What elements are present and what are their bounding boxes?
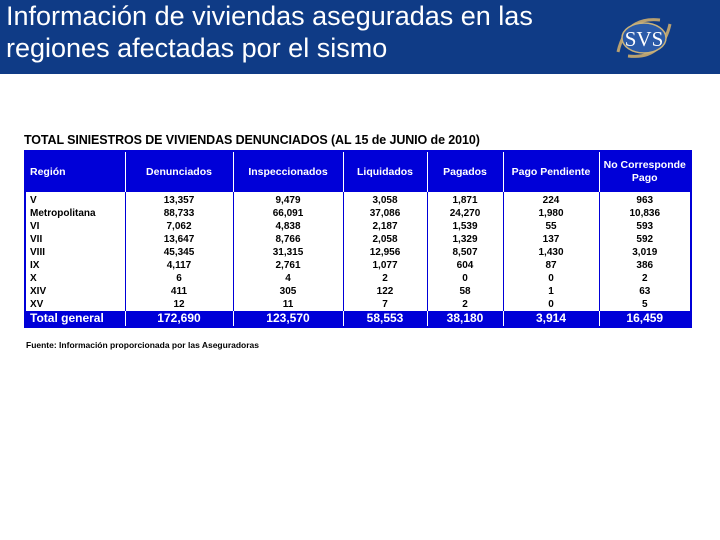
title-line-2: regiones afectadas por el sismo: [6, 33, 388, 63]
value-cell: 3,019: [599, 246, 691, 259]
value-cell: 9,479: [233, 192, 343, 207]
table-row: [25, 220, 691, 233]
value-cell: 1,539: [427, 220, 503, 233]
table-row: [25, 298, 691, 311]
value-cell: 45,345: [125, 246, 233, 259]
column-header: Pagados: [427, 151, 503, 192]
value-cell: 593: [599, 220, 691, 233]
table-row: [25, 192, 691, 207]
table-row: [25, 272, 691, 285]
region-cell: X: [30, 273, 37, 284]
value-cell: 2,187: [343, 220, 427, 233]
claims-table-section: [24, 130, 692, 350]
source-note: Fuente: Información proporcionada por las Aseguradoras: [26, 340, 259, 350]
value-cell: 24,270: [427, 207, 503, 220]
region-cell: XIV: [30, 286, 47, 297]
value-cell: 8,507: [427, 246, 503, 259]
value-cell: 137: [503, 233, 599, 246]
value-cell: 1,430: [503, 246, 599, 259]
value-cell: 2: [599, 272, 691, 285]
svs-logo: [612, 12, 676, 64]
column-header: No Corresponde Pago: [599, 151, 691, 192]
value-cell: 1: [503, 285, 599, 298]
value-cell: 1,329: [427, 233, 503, 246]
value-cell: 55: [503, 220, 599, 233]
column-header: Denunciados: [125, 151, 233, 192]
value-cell: 31,315: [233, 246, 343, 259]
table-footer: [25, 311, 691, 327]
claims-table: [24, 150, 692, 328]
value-cell: 2,058: [343, 233, 427, 246]
column-header: Liquidados: [343, 151, 427, 192]
value-cell: 0: [427, 272, 503, 285]
value-cell: 11: [233, 298, 343, 311]
region-cell: VI: [30, 221, 40, 232]
value-cell: 88,733: [125, 207, 233, 220]
column-header: Inspeccionados: [233, 151, 343, 192]
value-cell: 63: [599, 285, 691, 298]
column-header: Pago Pendiente: [503, 151, 599, 192]
value-cell: 13,647: [125, 233, 233, 246]
region-cell: Metropolitana: [30, 208, 96, 219]
value-cell: 411: [125, 285, 233, 298]
value-cell: 6: [125, 272, 233, 285]
value-cell: 1,980: [503, 207, 599, 220]
region-cell: XV: [30, 299, 44, 310]
value-cell: 12: [125, 298, 233, 311]
value-cell: 7,062: [125, 220, 233, 233]
value-cell: 4,117: [125, 259, 233, 272]
total-value: 3,914: [503, 311, 599, 327]
value-cell: 305: [233, 285, 343, 298]
total-value: 38,180: [427, 311, 503, 327]
total-value: 172,690: [125, 311, 233, 327]
value-cell: 12,956: [343, 246, 427, 259]
slide-title: [6, 0, 606, 64]
value-cell: 963: [599, 192, 691, 207]
value-cell: 2: [343, 272, 427, 285]
title-line-1: Información de viviendas aseguradas en las: [6, 1, 533, 31]
value-cell: 3,058: [343, 192, 427, 207]
value-cell: 5: [599, 298, 691, 311]
value-cell: 7: [343, 298, 427, 311]
value-cell: 224: [503, 192, 599, 207]
table-row: [25, 285, 691, 298]
value-cell: 0: [503, 298, 599, 311]
region-cell: VII: [30, 234, 43, 245]
value-cell: 592: [599, 233, 691, 246]
value-cell: 66,091: [233, 207, 343, 220]
total-value: 123,570: [233, 311, 343, 327]
value-cell: 87: [503, 259, 599, 272]
total-value: 16,459: [599, 311, 691, 327]
column-header: Región: [25, 151, 125, 192]
value-cell: 4,838: [233, 220, 343, 233]
table-row: [25, 259, 691, 272]
value-cell: 10,836: [599, 207, 691, 220]
header-row: [25, 151, 691, 192]
value-cell: 1,871: [427, 192, 503, 207]
region-cell: V: [30, 195, 37, 206]
value-cell: 37,086: [343, 207, 427, 220]
value-cell: 58: [427, 285, 503, 298]
logo-text: SVS: [624, 27, 664, 51]
value-cell: 2: [427, 298, 503, 311]
table-header: [25, 151, 691, 192]
value-cell: 1,077: [343, 259, 427, 272]
total-label: Total general: [25, 311, 125, 327]
value-cell: 604: [427, 259, 503, 272]
table-body: [25, 192, 691, 311]
region-cell: VIII: [30, 247, 46, 258]
value-cell: 13,357: [125, 192, 233, 207]
value-cell: 2,761: [233, 259, 343, 272]
value-cell: 0: [503, 272, 599, 285]
table-row: [25, 246, 691, 259]
value-cell: 8,766: [233, 233, 343, 246]
value-cell: 122: [343, 285, 427, 298]
slide-header: [0, 0, 720, 74]
total-value: 58,553: [343, 311, 427, 327]
value-cell: 4: [233, 272, 343, 285]
total-row: [25, 311, 691, 327]
region-cell: IX: [30, 260, 40, 271]
value-cell: 386: [599, 259, 691, 272]
table-row: [25, 207, 691, 220]
table-title: TOTAL SINIESTROS DE VIVIENDAS DENUNCIADOS (AL 15 de JUNIO de 2010): [24, 133, 480, 147]
table-row: [25, 233, 691, 246]
